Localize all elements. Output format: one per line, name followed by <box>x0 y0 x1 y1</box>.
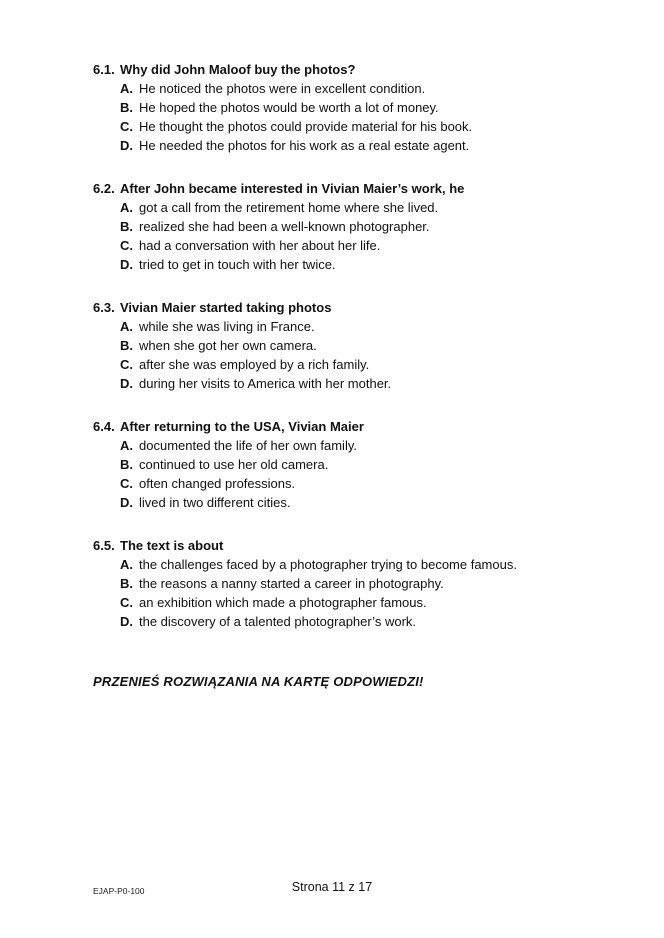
question-heading <box>93 60 624 79</box>
question-heading <box>93 298 624 317</box>
option-c <box>120 593 624 612</box>
question-heading <box>93 179 624 198</box>
option-text: He noticed the photos were in excellent condition. <box>139 81 426 96</box>
question-6-1 <box>93 60 624 155</box>
exam-page-content <box>93 60 624 691</box>
option-text: lived in two different cities. <box>139 495 291 510</box>
option-c <box>120 355 624 374</box>
question-heading <box>93 536 624 555</box>
option-letter: D. <box>120 138 133 153</box>
option-text: He thought the photos could provide material for his book. <box>139 119 473 134</box>
question-number: 6.2. <box>93 181 115 196</box>
question-number: 6.5. <box>93 538 115 553</box>
question-prompt: The text is about <box>120 538 224 553</box>
option-text: often changed professions. <box>139 476 296 491</box>
page-number-label: Strona 11 z 17 <box>291 880 373 894</box>
option-text: the challenges faced by a photographer trying to become famous. <box>139 557 517 572</box>
option-d <box>120 612 624 631</box>
option-letter: A. <box>120 557 133 572</box>
option-letter: C. <box>120 476 133 491</box>
option-letter: D. <box>120 614 133 629</box>
option-text: the discovery of a talented photographer’s work. <box>139 614 417 629</box>
question-number: 6.4. <box>93 419 115 434</box>
option-d <box>120 136 624 155</box>
option-a <box>120 79 624 98</box>
option-text: documented the life of her own family. <box>139 438 357 453</box>
question-prompt: After John became interested in Vivian Maier’s work, he <box>120 181 465 196</box>
option-text: an exhibition which made a photographer famous. <box>139 595 427 610</box>
option-letter: B. <box>120 457 133 472</box>
option-letter: C. <box>120 595 133 610</box>
option-b <box>120 574 624 593</box>
option-a <box>120 198 624 217</box>
option-b <box>120 455 624 474</box>
option-letter: A. <box>120 319 133 334</box>
question-heading <box>93 417 624 436</box>
option-c <box>120 474 624 493</box>
page-footer <box>0 880 664 900</box>
option-a <box>120 317 624 336</box>
option-text: had a conversation with her about her life. <box>139 238 381 253</box>
option-text: after she was employed by a rich family. <box>139 357 370 372</box>
option-text: continued to use her old camera. <box>139 457 329 472</box>
option-b <box>120 217 624 236</box>
option-letter: C. <box>120 357 133 372</box>
question-number: 6.1. <box>93 62 115 77</box>
option-letter: D. <box>120 495 133 510</box>
exam-form-code: EJAP-P0-100 <box>93 886 145 896</box>
question-6-2 <box>93 179 624 274</box>
option-text: got a call from the retirement home where she lived. <box>139 200 439 215</box>
option-letter: B. <box>120 338 133 353</box>
question-number: 6.3. <box>93 300 115 315</box>
question-6-5 <box>93 536 624 631</box>
option-letter: B. <box>120 100 133 115</box>
option-letter: C. <box>120 119 133 134</box>
option-letter: A. <box>120 438 133 453</box>
option-text: He hoped the photos would be worth a lot of money. <box>139 100 439 115</box>
option-text: when she got her own camera. <box>139 338 317 353</box>
option-d <box>120 374 624 393</box>
option-letter: A. <box>120 81 133 96</box>
option-letter: A. <box>120 200 133 215</box>
option-b <box>120 98 624 117</box>
option-text: the reasons a nanny started a career in photography. <box>139 576 444 591</box>
option-text: during her visits to America with her mother. <box>139 376 392 391</box>
option-a <box>120 436 624 455</box>
option-text: He needed the photos for his work as a real estate agent. <box>139 138 470 153</box>
option-c <box>120 117 624 136</box>
option-text: tried to get in touch with her twice. <box>139 257 336 272</box>
option-letter: B. <box>120 219 133 234</box>
option-text: realized she had been a well-known photographer. <box>139 219 430 234</box>
question-6-3 <box>93 298 624 393</box>
option-letter: C. <box>120 238 133 253</box>
option-letter: D. <box>120 257 133 272</box>
option-b <box>120 336 624 355</box>
question-prompt: Why did John Maloof buy the photos? <box>120 62 356 77</box>
question-prompt: Vivian Maier started taking photos <box>120 300 332 315</box>
option-c <box>120 236 624 255</box>
option-d <box>120 255 624 274</box>
option-text: while she was living in France. <box>139 319 315 334</box>
transfer-answers-instruction: PRZENIEŚ ROZWIĄZANIA NA KARTĘ ODPOWIEDZI! <box>93 674 424 689</box>
option-d <box>120 493 624 512</box>
option-letter: B. <box>120 576 133 591</box>
option-a <box>120 555 624 574</box>
option-letter: D. <box>120 376 133 391</box>
question-6-4 <box>93 417 624 512</box>
question-prompt: After returning to the USA, Vivian Maier <box>120 419 364 434</box>
